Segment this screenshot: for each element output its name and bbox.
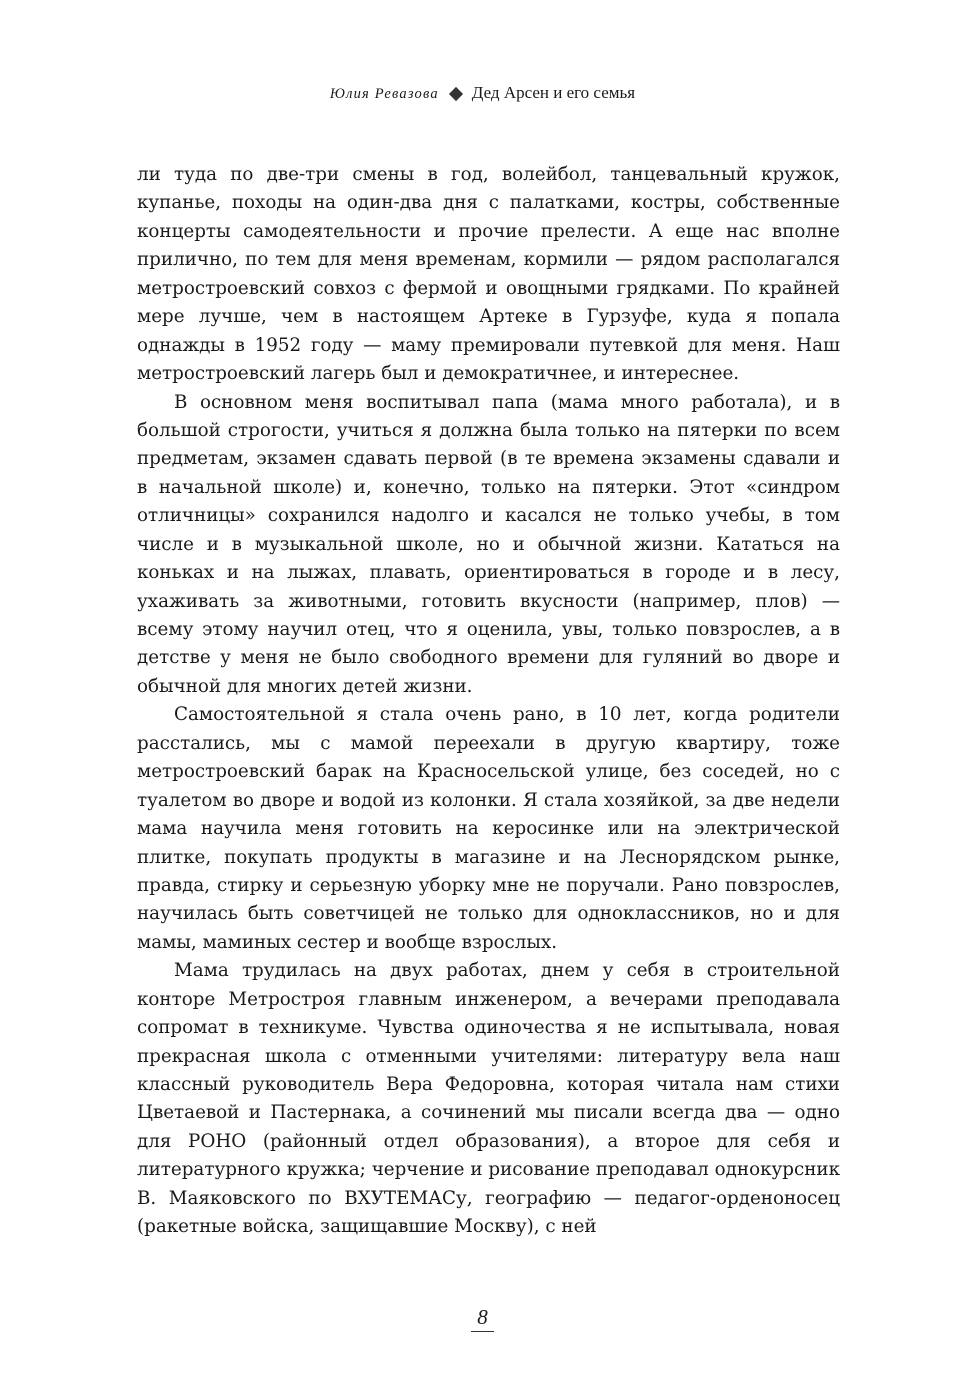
paragraph: Самостоятельной я стала очень рано, в 10 лет, когда родители расстались, мы с мамой переехали в другую квартиру, тоже метростроевский барак на Красносельской улице, без соседей, но с туалетом во дворе и водой из колонки. Я стала хозяйкой, за две недели мама научила меня готовить на керосинке или на электрической плитке, покупать продукты в магазине и на Леснорядском рынке, правда, стирку и серьезную уборку мне не поручали. Рано повзрослев, научилась быть советчицей не только для одноклассников, но и для мамы, маминых сестер и вообще взрослых. xyxy=(137,704,840,953)
running-head-author: Юлия Ревазова xyxy=(329,86,439,102)
paragraph: В основном меня воспитывал папа (мама много работала), и в большой строгости, учиться я должна была только на пятерки по всем предметам, экзамен сдавать первой (в те времена экзамены сдавали и в начальной школе) и, конечно, только на пятерки. Этот «синдром отличницы» сохранился надолго и касался не только учебы, в том числе и в музыкальной школе, но и обычной жизни. Кататься на коньках и на лыжах, плавать, ориентироваться в городе и в лесу, ухаживать за животными, готовить вкусности (например, плов) — всему этому научил отец, что я оценила, увы, только повзрослев, а в детстве у меня не было свободного времени для гуляний во дворе и обычной для многих детей жизни. xyxy=(137,391,840,697)
running-head-title: Дед Арсен и его семья xyxy=(471,83,636,102)
body-text xyxy=(137,161,840,1242)
diamond-separator-icon xyxy=(449,87,463,101)
running-head xyxy=(0,82,965,105)
page-number: 8 xyxy=(471,1305,494,1332)
paragraph: Мама трудилась на двух работах, днем у себя в строительной конторе Метростроя главным инженером, а вечерами преподавала сопромат в техникуме. Чувства одиночества я не испытывала, новая прекрасная школа с отменными учителями: литературу вела наш классный руководитель Вера Федоровна, которая читала нам стихи Цветаевой и Пастернака, а сочинений мы писали всегда два — одно для РОНО (районный отдел образования), а второе для себя и литературного кружка; черчение и рисование преподавал однокурсник В. Маяковского по ВХУТЕМАСу, географию — педагог-орденоносец (ракетные войска, защищавшие Москву), с ней xyxy=(137,960,840,1238)
page-number-container xyxy=(0,1305,965,1332)
paragraph-continued: ли туда по две-три смены в год, волейбол, танцевальный кружок, купанье, походы на один-два дня с палатками, костры, собственные концерты самодеятельности и прочие прелести. А еще нас вполне прилично, по тем для меня временам, кормили — рядом располагался метростроевский совхоз с фермой и овощными грядками. По крайней мере лучше, чем в настоящем Артеке в Гурзуфе, куда я попала однажды в 1952 году — маму премировали путевкой для меня. Наш метростроевский лагерь был и демократичнее, и интереснее. xyxy=(137,164,840,385)
